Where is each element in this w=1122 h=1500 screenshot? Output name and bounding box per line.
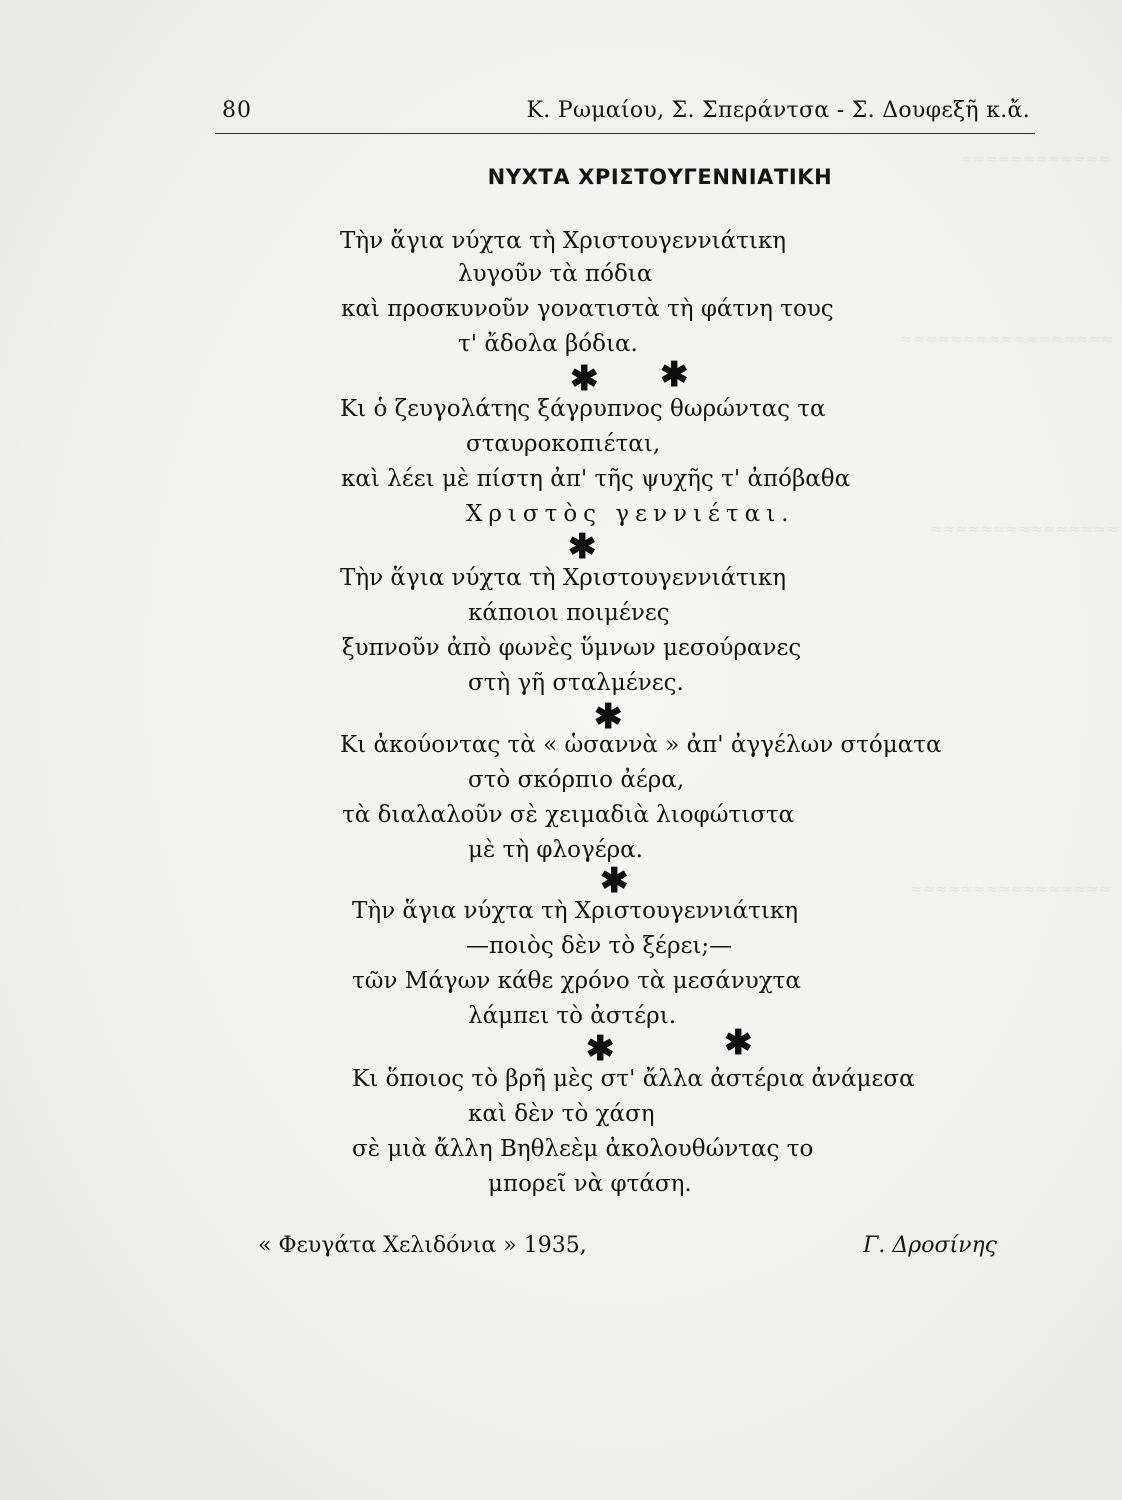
poem-line: —ποιὸς δὲν τὸ ξέρει;— <box>466 933 733 959</box>
running-head: Κ. Ρωμαίου, Σ. Σπεράντσα - Σ. Δουφεξῆ κ.ἄ. <box>526 98 1030 123</box>
poem-line: τ' ἄδολα βόδια. <box>458 331 638 357</box>
poem-line: μπορεῖ νὰ φτάση. <box>488 1171 692 1197</box>
poem-line: Κι ὅποιος τὸ βρῆ μὲς στ' ἄλλα ἀστέρια ἀνάμεσα <box>352 1066 915 1092</box>
poem-line: Κι ὁ ζευγολάτης ξάγρυπνος θωρώντας τα <box>340 396 826 422</box>
header-rule <box>215 133 1035 134</box>
bleed-through-texture: ≈≈≈≈≈≈≈≈≈≈≈≈≈≈≈ <box>930 520 1119 538</box>
star-separator: ✱ <box>570 359 599 399</box>
bleed-through-texture: ≈≈≈≈≈≈≈≈≈≈≈≈ <box>960 150 1111 168</box>
poem-line: Τὴν ἅγια νύχτα τὴ Χριστουγεννιάτικη <box>352 898 799 924</box>
poem-line: καὶ προσκυνοῦν γονατιστὰ τὴ φάτνη τους <box>341 296 834 322</box>
poem-line: τὰ διαλαλοῦν σὲ χειμαδιὰ λιοφώτιστα <box>342 802 795 828</box>
page-number: 80 <box>222 98 252 123</box>
poem-line: σὲ μιὰ ἄλλη Βηθλεὲμ ἀκολουθώντας το <box>352 1136 814 1162</box>
poem-line: Τὴν ἅγια νύχτα τὴ Χριστουγεννιάτικη <box>340 228 787 254</box>
star-separator: ✱ <box>600 861 629 901</box>
star-separator: ✱ <box>660 355 689 395</box>
poem-line: στὴ γῆ σταλμένες. <box>468 670 684 696</box>
star-separator: ✱ <box>586 1029 615 1069</box>
poem-line: Κι ἀκούοντας τὰ « ὡσαννὰ » ἀπ' ἀγγέλων στόματα <box>340 732 942 758</box>
poem-line: καὶ λέει μὲ πίστη ἀπ' τῆς ψυχῆς τ' ἀπόβαθα <box>341 466 851 492</box>
poem-line: ξυπνοῦν ἀπὸ φωνὲς ὕμνων μεσούρανες <box>342 635 802 661</box>
bleed-through-texture: ≈≈≈≈≈≈≈≈≈≈≈≈≈≈≈≈ <box>910 880 1112 898</box>
poem-line: λυγοῦν τὰ πόδια <box>458 261 653 287</box>
bleed-through-texture: ≈≈≈≈≈≈≈≈≈≈≈≈≈≈≈≈≈ <box>900 330 1114 348</box>
poem-line: Χριστὸς γεννιέται. <box>466 501 795 527</box>
poem-line: καὶ δὲν τὸ χάση <box>468 1101 655 1127</box>
poem-line: λάμπει τὸ ἀστέρι. <box>468 1003 677 1029</box>
poem-title: ΝΥΧΤΑ ΧΡΙΣΤΟΥΓΕΝΝΙΑΤΙΚΗ <box>487 165 833 189</box>
poem-line: στὸ σκόρπιο ἀέρα, <box>468 767 685 793</box>
poem-author: Γ. Δροσίνης <box>863 1233 997 1258</box>
star-separator: ✱ <box>594 697 623 737</box>
poem-source: « Φευγάτα Χελιδόνια » 1935, <box>258 1233 587 1258</box>
star-separator: ✱ <box>568 527 597 567</box>
poem-line: σταυροκοπιέται, <box>466 431 661 457</box>
poem-line: κάποιοι ποιμένες <box>468 600 670 626</box>
poem-line: μὲ τὴ φλογέρα. <box>468 837 643 863</box>
star-separator: ✱ <box>724 1023 753 1063</box>
poem-line: τῶν Μάγων κάθε χρόνο τὰ μεσάνυχτα <box>352 968 801 994</box>
poem-line: Τὴν ἅγια νύχτα τὴ Χριστουγεννιάτικη <box>340 565 787 591</box>
